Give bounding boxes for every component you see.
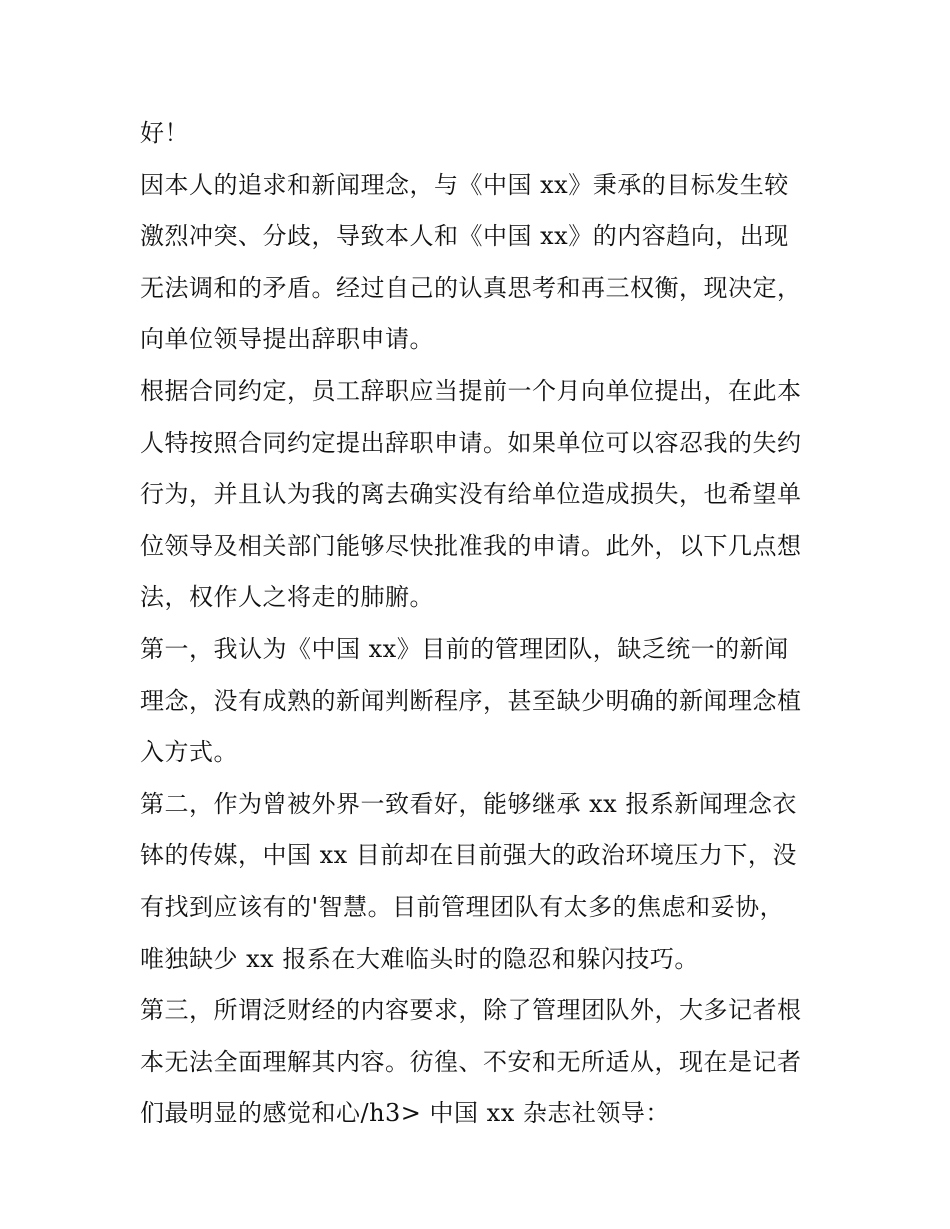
text-line: 本无法全面理解其内容。彷徨、不安和无所适从，现在是记者 (140, 1047, 802, 1076)
text-line: 根据合同约定，员工辞职应当提前一个月向单位提出，在此本 (140, 376, 802, 405)
text-line: 无法调和的矛盾。经过自己的认真思考和再三权衡，现决定， (140, 273, 802, 302)
text-line: 理念，没有成熟的新闻判断程序，甚至缺少明确的新闻理念植 (140, 686, 802, 715)
text-line: 入方式。 (140, 738, 238, 767)
text-line: 们最明显的感觉和心/h3> 中国 xx 杂志社领导： (140, 1099, 670, 1128)
text-line: 第三，所谓泛财经的内容要求，除了管理团队外，大多记者根 (140, 996, 802, 1025)
text-line: 第二，作为曾被外界一致看好，能够继承 xx 报系新闻理念衣 (140, 789, 797, 818)
text-line: 第一，我认为《中国 xx》目前的管理团队，缺乏统一的新闻 (140, 634, 789, 663)
text-line: 钵的传媒，中国 xx 目前却在目前强大的政治环境压力下，没 (140, 841, 797, 870)
text-line: 有找到应该有的'智慧。目前管理团队有太多的焦虑和妥协， (140, 892, 785, 921)
text-line: 唯独缺少 xx 报系在大难临头时的隐忍和躲闪技巧。 (140, 944, 699, 973)
text-line: 法，权作人之将走的肺腑。 (140, 583, 434, 612)
text-line: 位领导及相关部门能够尽快批准我的申请。此外，以下几点想 (140, 531, 802, 560)
text-line: 人特按照合同约定提出辞职申请。如果单位可以容忍我的失约 (140, 428, 802, 457)
text-line: 因本人的追求和新闻理念，与《中国 xx》秉承的目标发生较 (140, 170, 789, 199)
text-line: 好！ (140, 119, 189, 147)
letter-body (140, 108, 820, 1140)
text-line: 行为，并且认为我的离去确实没有给单位造成损失，也希望单 (140, 480, 802, 509)
text-line: 向单位领导提出辞职申请。 (140, 325, 434, 354)
text-line: 激烈冲突、分歧，导致本人和《中国 xx》的内容趋向，出现 (140, 222, 789, 251)
